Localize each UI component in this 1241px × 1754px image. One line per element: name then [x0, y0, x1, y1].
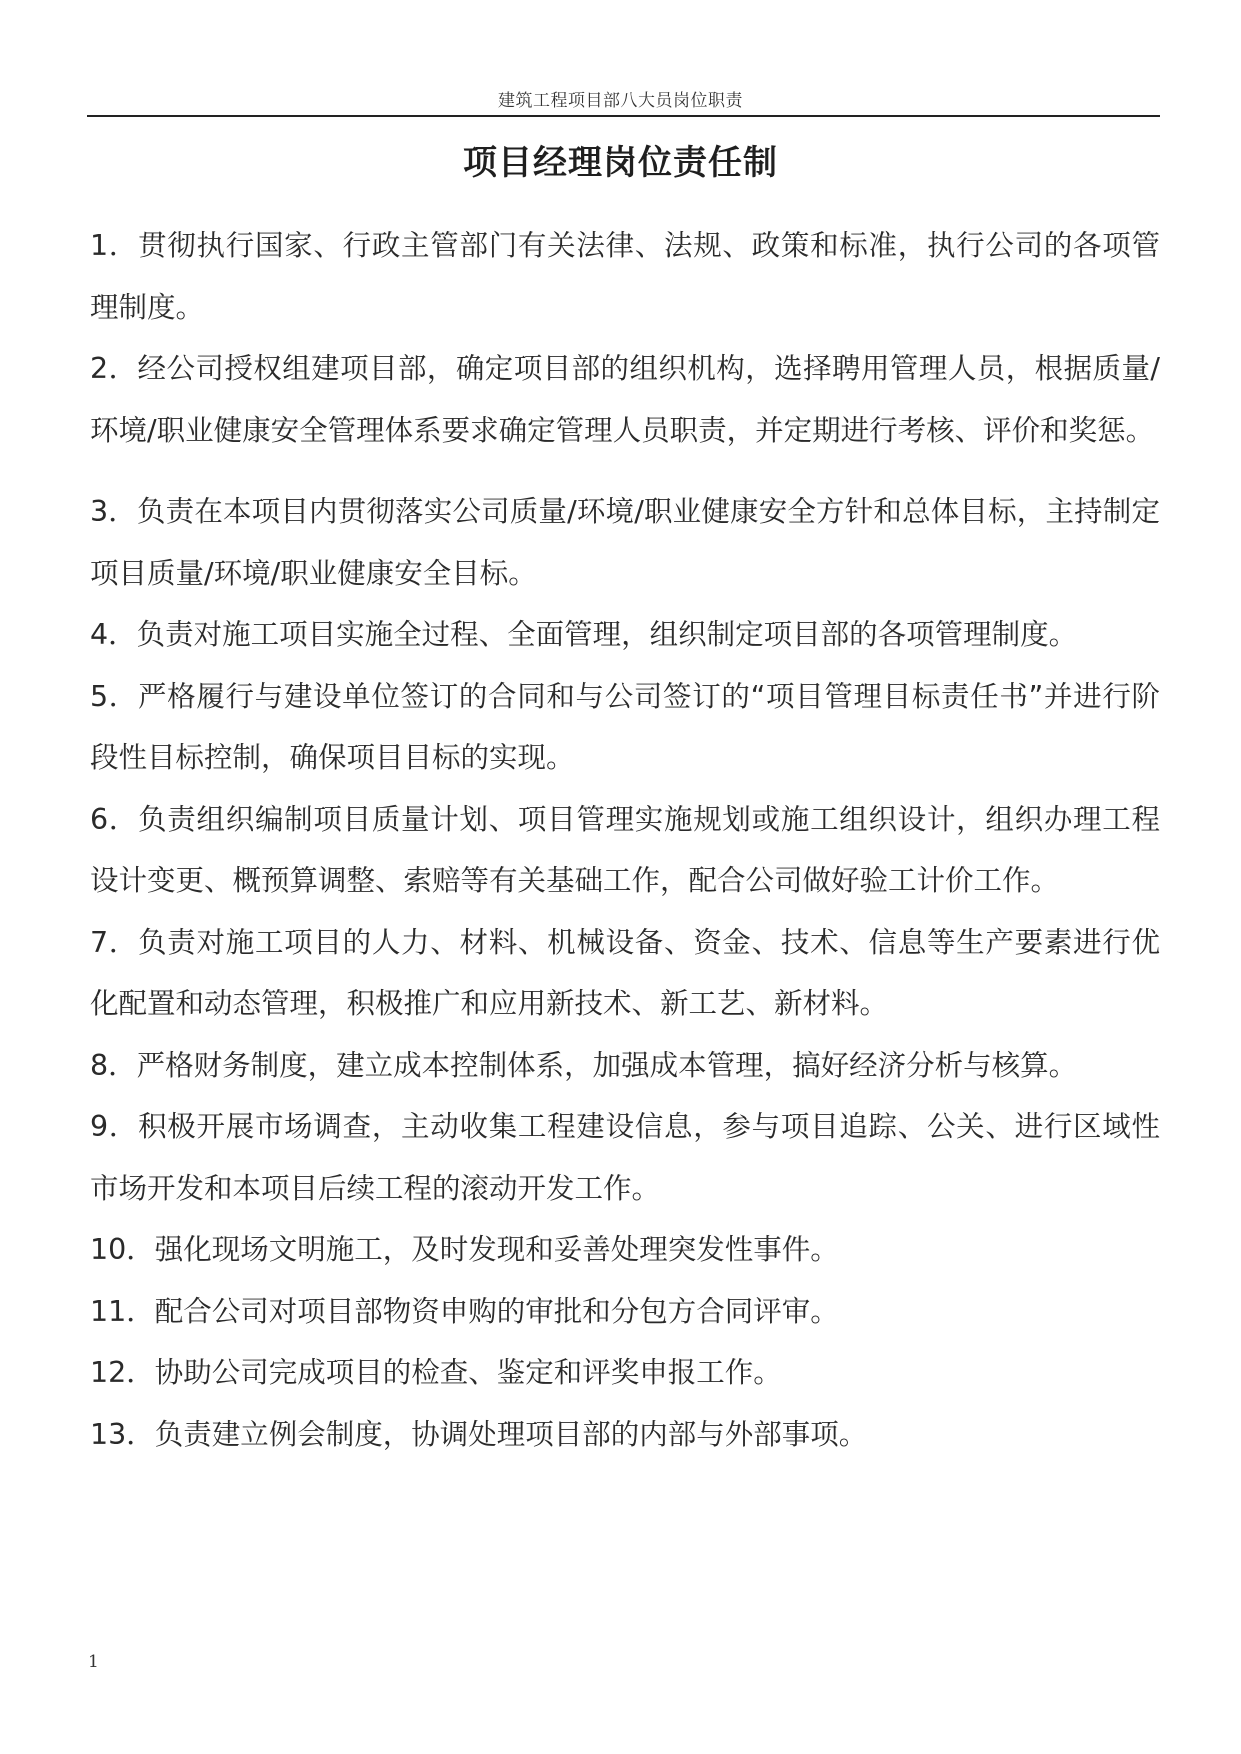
duty-number: 5． — [90, 679, 138, 713]
duty-number: 2． — [90, 352, 138, 385]
duty-item — [90, 1342, 1160, 1404]
duty-number: 8． — [90, 1048, 137, 1082]
duty-text: 协助公司完成项目的检查、鉴定和评奖申报工作。 — [154, 1356, 782, 1389]
duty-item — [90, 1035, 1160, 1097]
duty-number: 12． — [90, 1356, 155, 1389]
duty-number: 6． — [90, 802, 139, 836]
duty-text: 负责建立例会制度，协调处理项目部的内部与外部事项。 — [154, 1417, 868, 1451]
document-title: 项目经理岗位责任制 — [463, 143, 778, 183]
duty-item — [90, 1219, 1160, 1281]
running-header: 建筑工程项目部八大员岗位职责 — [498, 91, 743, 111]
duty-text: 配合公司对项目部物资申购的审批和分包方合同评审。 — [154, 1294, 839, 1328]
duty-number: 10． — [90, 1233, 155, 1266]
duty-text: 严格财务制度，建立成本控制体系，加强成本管理，搞好经济分析与核算。 — [136, 1048, 1078, 1082]
duty-item — [90, 215, 1160, 338]
duty-text: 负责组织编制项目质量计划、项目管理实施规划或施工组织设计，组织办理工程设计变更、概预算调整、索赔等有关基础工作，配合公司做好验工计价工作。 — [90, 802, 1160, 897]
duty-number: 13． — [90, 1417, 155, 1451]
duty-text: 严格履行与建设单位签订的合同和与公司签订的“项目管理目标责任书”并进行阶段性目标控制，确保项目目标的实现。 — [90, 679, 1160, 774]
duty-text: 负责对施工项目的人力、材料、机械设备、资金、技术、信息等生产要素进行优化配置和动态管理，积极推广和应用新技术、新工艺、新材料。 — [90, 925, 1160, 1020]
duty-list — [90, 215, 1160, 1465]
page-number: 1 — [88, 1652, 99, 1672]
duty-number: 7． — [90, 925, 139, 959]
duty-item — [90, 1281, 1160, 1343]
duty-number: 1． — [90, 229, 139, 262]
duty-text: 经公司授权组建项目部，确定项目部的组织机构，选择聘用管理人员，根据质量/环境/职业健康安全管理体系要求确定管理人员职责，并定期进行考核、评价和奖惩。 — [90, 352, 1160, 447]
duty-text: 负责对施工项目实施全过程、全面管理，组织制定项目部的各项管理制度。 — [136, 618, 1078, 651]
header-divider — [87, 115, 1160, 117]
duty-item — [90, 789, 1160, 912]
duty-item — [90, 912, 1160, 1035]
duty-text: 积极开展市场调查，主动收集工程建设信息，参与项目追踪、公关、进行区域性市场开发和本项目后续工程的滚动开发工作。 — [90, 1110, 1160, 1205]
duty-number: 11． — [90, 1294, 155, 1328]
duty-item — [90, 481, 1160, 604]
duty-item — [90, 604, 1160, 666]
duty-item — [90, 666, 1160, 789]
duty-number: 3． — [90, 495, 137, 528]
duty-text: 贯彻执行国家、行政主管部门有关法律、法规、政策和标准，执行公司的各项管理制度。 — [90, 229, 1160, 324]
duty-number: 4． — [90, 618, 137, 651]
duty-item — [90, 1404, 1160, 1466]
duty-item — [90, 338, 1160, 461]
duty-item — [90, 1096, 1160, 1219]
duty-text: 强化现场文明施工，及时发现和妥善处理突发性事件。 — [154, 1233, 839, 1266]
duty-number: 9． — [90, 1110, 139, 1143]
duty-text: 负责在本项目内贯彻落实公司质量/环境/职业健康安全方针和总体目标，主持制定项目质量/环境/职业健康安全目标。 — [90, 495, 1160, 590]
